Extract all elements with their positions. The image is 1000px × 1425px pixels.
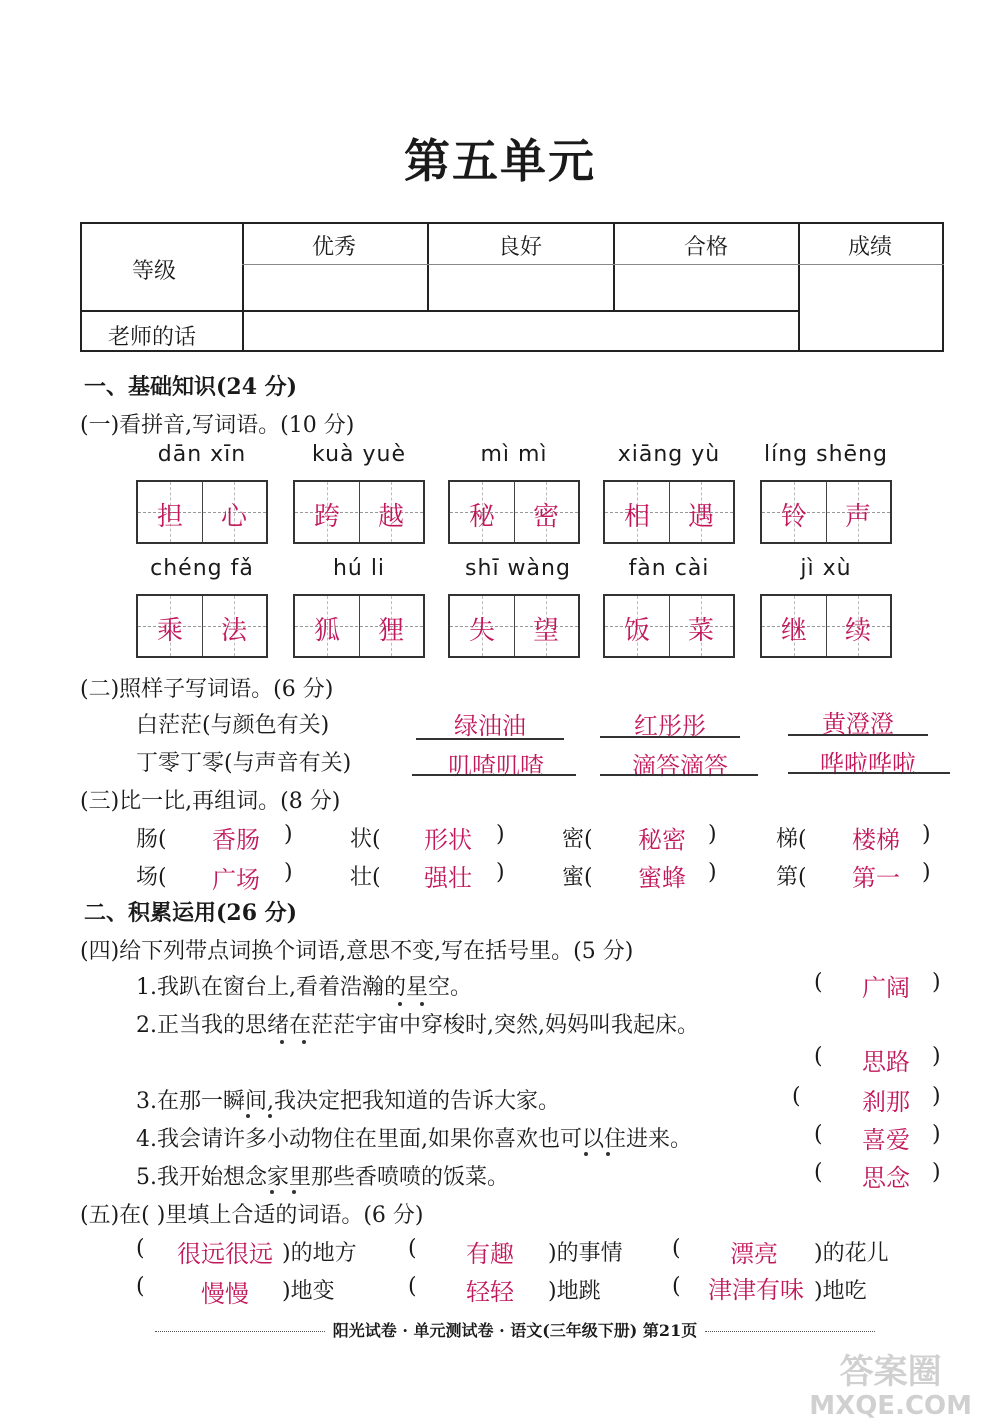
q3-char: 状( xyxy=(350,827,381,852)
level-pass: 合格 xyxy=(684,235,729,260)
q3-char: 壮( xyxy=(350,865,381,890)
q3-close: ) xyxy=(922,822,931,847)
q4-item: 3.在那一瞬间,我决定把我知道的告诉大家。 xyxy=(136,1089,560,1114)
answer-char: 菜 xyxy=(687,616,714,646)
answer-char: 乘 xyxy=(156,616,183,646)
answer-text: 第一 xyxy=(852,864,900,892)
answer-char: 失 xyxy=(468,616,495,646)
answer-text: 形状 xyxy=(424,826,472,854)
answer-text: 叽喳叽喳 xyxy=(448,752,544,780)
answer-text: 强壮 xyxy=(424,864,472,892)
q3-char: 梯( xyxy=(776,827,807,852)
answer-text: 漂亮 xyxy=(730,1240,778,1268)
level-good: 良好 xyxy=(498,235,543,260)
writing-box[interactable] xyxy=(136,480,268,544)
q3-close: ) xyxy=(284,822,293,847)
q4-item: 1.我趴在窗台上,看着浩瀚的星空。 xyxy=(136,975,472,1000)
answer-char: 跨 xyxy=(313,502,340,532)
answer-text: 喜爱 xyxy=(862,1126,910,1154)
answer-char: 继 xyxy=(780,616,807,646)
answer-char: 望 xyxy=(532,616,559,646)
answer-text: 广场 xyxy=(212,866,260,894)
q3-close: ) xyxy=(284,860,293,885)
q4-title: (四)给下列带点词换个词语,意思不变,写在括号里。(5 分) xyxy=(80,939,634,964)
answer-char: 饭 xyxy=(623,616,650,646)
pinyin: kuà yuè xyxy=(312,442,406,467)
q3-close: ) xyxy=(708,822,717,847)
q2-prompt-color: 白茫茫(与颜色有关) xyxy=(136,713,330,738)
section-2-title: 二、积累运用(26 分) xyxy=(84,900,298,926)
q3-char: 肠( xyxy=(136,827,167,852)
writing-box[interactable] xyxy=(760,594,892,658)
answer-char: 法 xyxy=(220,616,247,646)
level-excellent: 优秀 xyxy=(312,235,357,260)
pinyin: fàn cài xyxy=(628,556,710,581)
grade-table xyxy=(80,222,944,352)
q3-char: 密( xyxy=(562,827,593,852)
pinyin: chéng fǎ xyxy=(150,556,254,581)
answer-text: 很远很远 xyxy=(177,1240,273,1268)
answer-char: 狐 xyxy=(313,616,340,646)
answer-line[interactable] xyxy=(788,772,950,774)
answer-text: 刹那 xyxy=(862,1088,910,1116)
answer-char: 秘 xyxy=(468,502,495,532)
writing-box[interactable] xyxy=(293,480,425,544)
answer-text: 红彤彤 xyxy=(634,712,706,740)
q3-title: (三)比一比,再组词。(8 分) xyxy=(80,789,341,814)
answer-text: 蜜蜂 xyxy=(638,864,686,892)
q3-close: ) xyxy=(496,822,505,847)
answer-text: 津津有味 xyxy=(708,1276,804,1304)
pinyin: líng shēng xyxy=(764,442,888,467)
answer-char: 铃 xyxy=(780,502,807,532)
answer-char: 越 xyxy=(377,502,404,532)
answer-text: 秘密 xyxy=(638,826,686,854)
answer-text: 哗啦哗啦 xyxy=(820,750,916,778)
answer-char: 续 xyxy=(844,616,871,646)
answer-line[interactable] xyxy=(412,774,576,776)
q5-title: (五)在( )里填上合适的词语。(6 分) xyxy=(80,1203,424,1228)
answer-text: 黄澄澄 xyxy=(822,710,894,738)
answer-char: 心 xyxy=(220,502,247,532)
q4-item: 2.正当我的思绪在茫茫宇宙中穿梭时,突然,妈妈叫我起床。 xyxy=(136,1013,699,1038)
pinyin: hú li xyxy=(332,556,386,581)
answer-text: 思路 xyxy=(862,1048,910,1076)
answer-text: 楼梯 xyxy=(852,826,900,854)
q3-close: ) xyxy=(922,860,931,885)
answer-line[interactable] xyxy=(788,734,928,736)
answer-char: 声 xyxy=(844,502,871,532)
pinyin: shī wàng xyxy=(465,556,571,581)
q4-item: 5.我开始想念家里那些香喷喷的饭菜。 xyxy=(136,1165,509,1190)
watermark-logo: 答案圈 MXQE.COM xyxy=(809,1352,972,1421)
q4-item: 4.我会请许多小动物住在里面,如果你喜欢也可以住进来。 xyxy=(136,1127,692,1152)
page-footer xyxy=(80,1318,950,1341)
pinyin: mì mì xyxy=(480,442,548,467)
writing-box[interactable] xyxy=(136,594,268,658)
q3-char: 第( xyxy=(776,865,807,890)
q2-prompt-sound: 丁零丁零(与声音有关) xyxy=(136,751,352,776)
answer-char: 相 xyxy=(623,502,650,532)
answer-text: 香肠 xyxy=(212,826,260,854)
writing-box[interactable] xyxy=(603,594,735,658)
footer-text: 阳光试卷 · 单元测试卷 · 语文(三年级下册) 第21页 xyxy=(332,1321,698,1340)
q3-char: 场( xyxy=(136,865,167,890)
answer-char: 密 xyxy=(532,502,559,532)
q3-char: 蜜( xyxy=(562,865,593,890)
pinyin: jì xù xyxy=(800,556,852,581)
answer-text: 有趣 xyxy=(466,1240,514,1268)
answer-char: 担 xyxy=(156,502,183,532)
answer-line[interactable] xyxy=(600,774,758,776)
writing-box[interactable] xyxy=(760,480,892,544)
answer-line[interactable] xyxy=(416,738,564,740)
q3-close: ) xyxy=(496,860,505,885)
answer-char: 狸 xyxy=(377,616,404,646)
answer-text: 滴答滴答 xyxy=(632,752,728,780)
writing-box[interactable] xyxy=(603,480,735,544)
answer-text: 广阔 xyxy=(862,974,910,1002)
q3-close: ) xyxy=(708,860,717,885)
answer-text: 轻轻 xyxy=(466,1278,514,1306)
answer-text: 思念 xyxy=(862,1164,910,1192)
section-1-title: 一、基础知识(24 分) xyxy=(84,374,298,400)
grade-label: 等级 xyxy=(132,259,177,284)
pinyin: xiāng yù xyxy=(617,442,721,467)
pinyin: dān xīn xyxy=(157,442,247,467)
score-label: 成绩 xyxy=(848,235,893,260)
q1-title: (一)看拼音,写词语。(10 分) xyxy=(80,413,355,438)
q2-title: (二)照样子写词语。(6 分) xyxy=(80,677,334,702)
writing-box[interactable] xyxy=(293,594,425,658)
answer-text: 慢慢 xyxy=(201,1280,249,1308)
teacher-comment-label: 老师的话 xyxy=(108,325,197,350)
answer-text: 绿油油 xyxy=(454,712,526,740)
answer-line[interactable] xyxy=(600,736,740,738)
answer-char: 遇 xyxy=(687,502,714,532)
writing-box[interactable] xyxy=(448,594,580,658)
page-title: 第五单元 xyxy=(404,134,596,188)
writing-box[interactable] xyxy=(448,480,580,544)
